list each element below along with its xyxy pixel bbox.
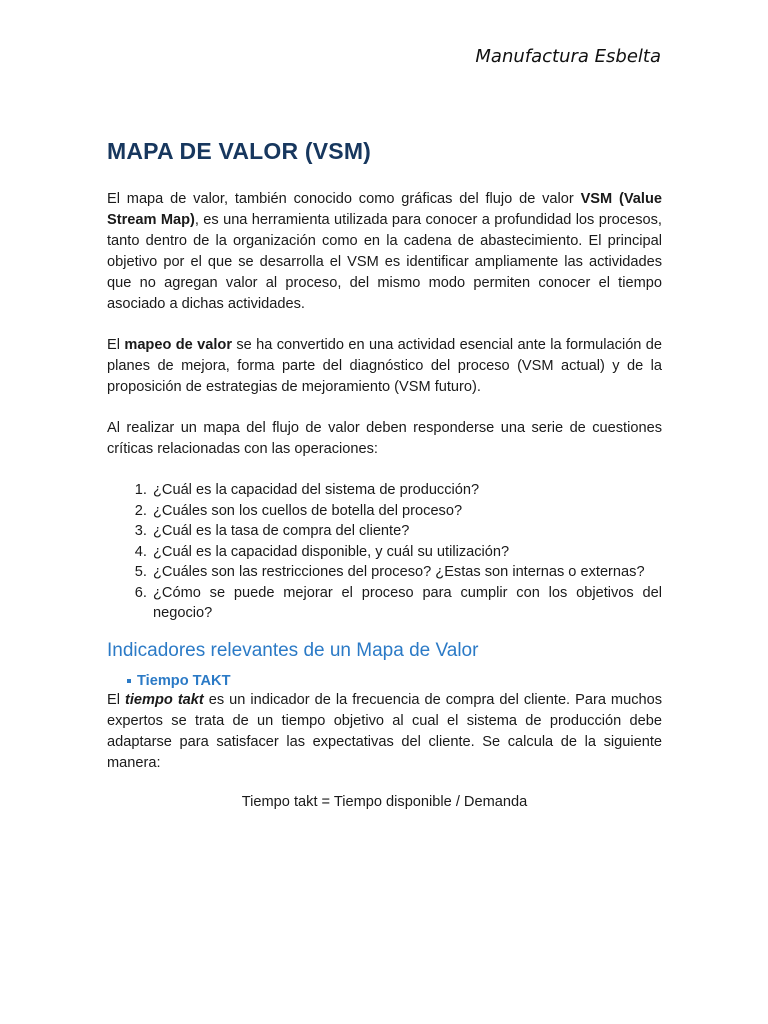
list-item: 3. ¿Cuál es la tasa de compra del cliente? (151, 521, 662, 542)
page-title: MAPA DE VALOR (VSM) (107, 138, 372, 164)
list-item: 2. ¿Cuáles son los cuellos de botella del proceso? (151, 501, 662, 522)
p1-bold-vsm: VSM (Value Stream Map) (107, 191, 663, 228)
list-item: 1. ¿Cuál es la capacidad del sistema de producción? (151, 480, 662, 501)
p2-text-a: El (107, 337, 125, 353)
takt-formula: Tiempo takt = Tiempo disponible / Demanda (241, 793, 528, 810)
takt-paragraph (107, 690, 662, 774)
square-bullet-icon (127, 679, 131, 683)
bullet-tiempo-takt (107, 672, 662, 690)
takt-text-c: es un indicador de la frecuencia de compra del cliente. Para muchos expertos se trata de un tiempo objetivo al cual el sistema de producción debe adaptarse para satisfacer las expectativas del cliente. Se calcula de la siguiente manera: (107, 691, 663, 771)
p1-text-a: El mapa de valor, también conocido como gráficas del flujo de valor (107, 191, 581, 207)
p1-text-c: , es una herramienta utilizada para conocer a profundidad los procesos, tanto dentro de la organización como en la cadena de abastecimiento. El principal objetivo por el que se desarrolla el VSM es identificar ampliamente las actividades que no agregan valor al proceso, del mismo modo permiten conocer el tiempo asociado a dichas actividades. (107, 212, 662, 312)
running-header: Manufactura Esbelta (475, 46, 661, 67)
p2-text-c: se ha convertido en una actividad esencial ante la formulación de planes de mejora, forma parte del diagnóstico del proceso (VSM actual) y de la proposición de estrategias de mejoramiento (VSM futuro). (107, 337, 663, 395)
section-heading: Indicadores relevantes de un Mapa de Valor (107, 639, 479, 661)
list-item: 6. ¿Cómo se puede mejorar el proceso para cumplir con los objetivos del negocio? (151, 583, 662, 624)
bullet-label: Tiempo TAKT (137, 672, 231, 689)
list-item: 4. ¿Cuál es la capacidad disponible, y cuál su utilización? (151, 542, 662, 563)
intro-paragraph-3: Al realizar un mapa del flujo de valor deben responderse una serie de cuestiones críticas relacionadas con las operaciones: (107, 420, 662, 457)
takt-text-a: El (107, 691, 125, 708)
list-item: 5. ¿Cuáles son las restricciones del proceso? ¿Estas son internas o externas? (151, 562, 662, 583)
document-body (107, 138, 662, 810)
questions-list (107, 480, 662, 624)
intro-paragraph-1 (107, 189, 662, 315)
p2-bold-mapeo: mapeo de valor (124, 337, 232, 353)
intro-paragraph-2 (107, 335, 662, 398)
takt-bold-italic: tiempo takt (124, 691, 204, 708)
